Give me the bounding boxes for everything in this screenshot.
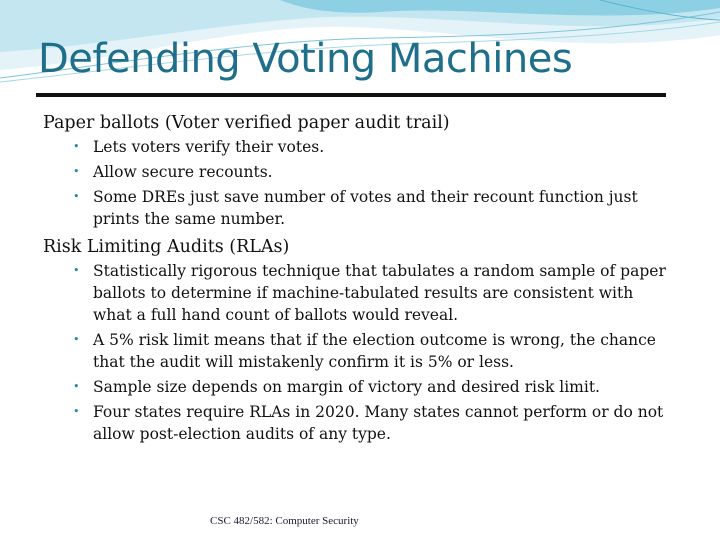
bullet-text: Statistically rigorous technique that tabulates a random sample of paper ballots to determine if machine-tabulated results are consistent with what a full hand count of ballots would reveal. (93, 262, 666, 324)
list-item (73, 186, 673, 230)
list-item (73, 329, 673, 373)
bullet-list-rlas (43, 260, 673, 445)
bullet-icon: • (73, 333, 80, 346)
bullet-text: Four states require RLAs in 2020. Many states cannot perform or do not allow post-election audits of any type. (93, 403, 664, 443)
bullet-icon: • (73, 165, 80, 178)
slide-footer: CSC 482/582: Computer Security (210, 515, 359, 527)
bullet-list-paper-ballots (43, 136, 673, 230)
bullet-icon: • (73, 140, 80, 153)
slide-body (43, 110, 673, 449)
slide-title: Defending Voting Machines (38, 36, 573, 82)
bullet-text: Lets voters verify their votes. (93, 138, 325, 156)
section-heading-paper-ballots: Paper ballots (Voter verified paper audit trail) (43, 113, 450, 133)
list-item (73, 260, 673, 326)
list-item (73, 136, 673, 158)
section-heading-rlas: Risk Limiting Audits (RLAs) (43, 237, 290, 257)
list-item (73, 401, 673, 445)
bullet-icon: • (73, 190, 80, 203)
bullet-text: A 5% risk limit means that if the election outcome is wrong, the chance that the audit will mistakenly confirm it is 5% or less. (93, 331, 656, 371)
bullet-icon: • (73, 380, 80, 393)
list-item (73, 376, 673, 398)
list-item (73, 161, 673, 183)
bullet-text: Sample size depends on margin of victory and desired risk limit. (93, 378, 600, 396)
title-underline (36, 93, 666, 97)
bullet-icon: • (73, 264, 80, 277)
bullet-text: Allow secure recounts. (93, 163, 273, 181)
bullet-text: Some DREs just save number of votes and their recount function just prints the same number. (93, 188, 638, 228)
bullet-icon: • (73, 405, 80, 418)
